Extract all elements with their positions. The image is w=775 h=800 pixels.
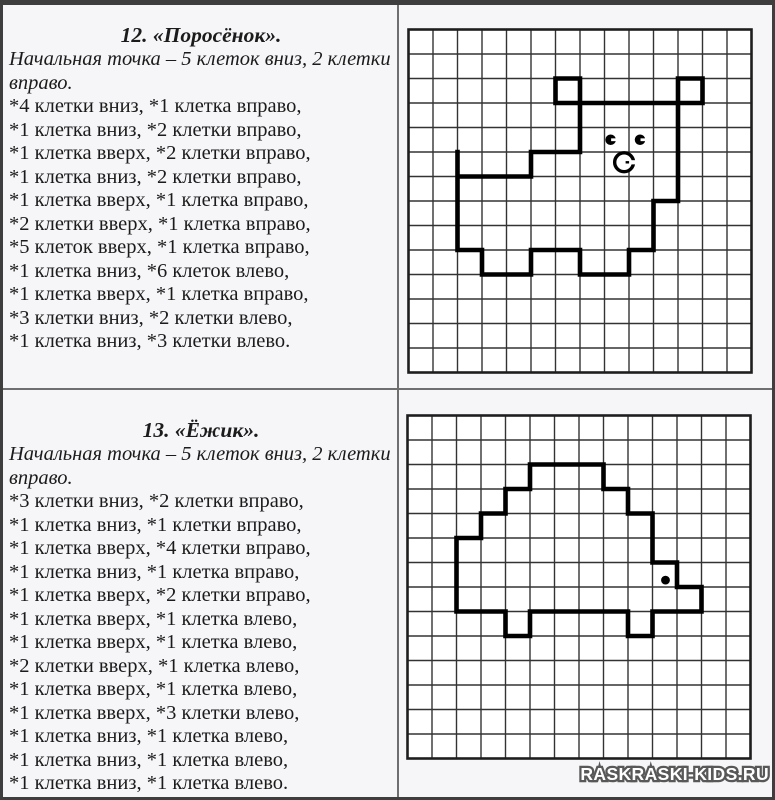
step-line: *1 клетка вниз, *1 клетка влево. <box>9 772 289 795</box>
step-line: *1 клетка вниз, *1 клетки вправо, <box>9 513 302 536</box>
step-line: *1 клетка вверх, *4 клетки вправо, <box>9 537 311 560</box>
step-line: *3 клетки вниз, *2 клетки вправо, <box>9 490 304 513</box>
step-line: *1 клетка вверх, *1 клетка влево, <box>9 607 298 630</box>
step-line: *1 клетка вверх, *3 клетки влево, <box>9 701 300 724</box>
section-12-steps <box>9 95 393 354</box>
section-12-title: 12. «Поросёнок». <box>120 23 282 47</box>
horizontal-divider <box>3 388 772 390</box>
step-line: *1 клетка вверх, *1 клетка влево, <box>9 631 298 654</box>
section-13-steps <box>9 490 393 796</box>
step-line: *5 клеток вверх, *1 клетка вправо, <box>9 236 310 259</box>
step-line: *1 клетка вверх, *2 клетки вправо, <box>9 584 311 607</box>
step-line: *1 клетка вверх, *1 клетка влево, <box>9 678 298 701</box>
step-line: *1 клетка вниз, *1 клетка вправо, <box>9 560 300 583</box>
step-line: *1 клетка вверх, *1 клетка вправо, <box>9 283 309 306</box>
step-line: *1 клетка вверх, *1 клетка вправо, <box>9 189 309 212</box>
vertical-divider <box>397 5 399 797</box>
step-line: *1 клетка вниз, *1 клетка влево, <box>9 725 289 748</box>
step-line: *1 клетка вниз, *2 клетки вправо, <box>9 165 302 188</box>
step-line: *1 клетка вниз, *2 клетки вправо, <box>9 118 302 141</box>
watermark-logo: RASKRASKI-KIDS.RU <box>580 764 769 784</box>
section-12-text <box>9 22 393 354</box>
step-line: *1 клетка вверх, *2 клетки вправо, <box>9 142 311 165</box>
step-line: *1 клетка вниз, *3 клетки влево. <box>9 330 291 353</box>
step-line: *2 клетки вверх, *1 клетка вправо, <box>9 212 311 235</box>
pig-grid-drawing <box>407 28 753 374</box>
section-13-title: 13. «Ёжик». <box>142 418 260 442</box>
section-13-intro: Начальная точка – 5 клеток вниз, 2 клетки вправо. <box>9 443 391 489</box>
step-line: *4 клетки вниз, *1 клетка вправо, <box>9 95 302 118</box>
step-line: *1 клетка вниз, *1 клетка влево, <box>9 748 289 771</box>
step-line: *3 клетки вниз, *2 клетки влево, <box>9 306 293 329</box>
step-line: *1 клетка вниз, *6 клеток влево, <box>9 259 290 282</box>
hedgehog-grid-drawing <box>406 414 752 760</box>
section-12-intro: Начальная точка – 5 клеток вниз, 2 клетки вправо. <box>9 48 391 94</box>
section-13-text <box>9 417 393 796</box>
step-line: *2 клетки вверх, *1 клетка влево, <box>9 654 300 677</box>
